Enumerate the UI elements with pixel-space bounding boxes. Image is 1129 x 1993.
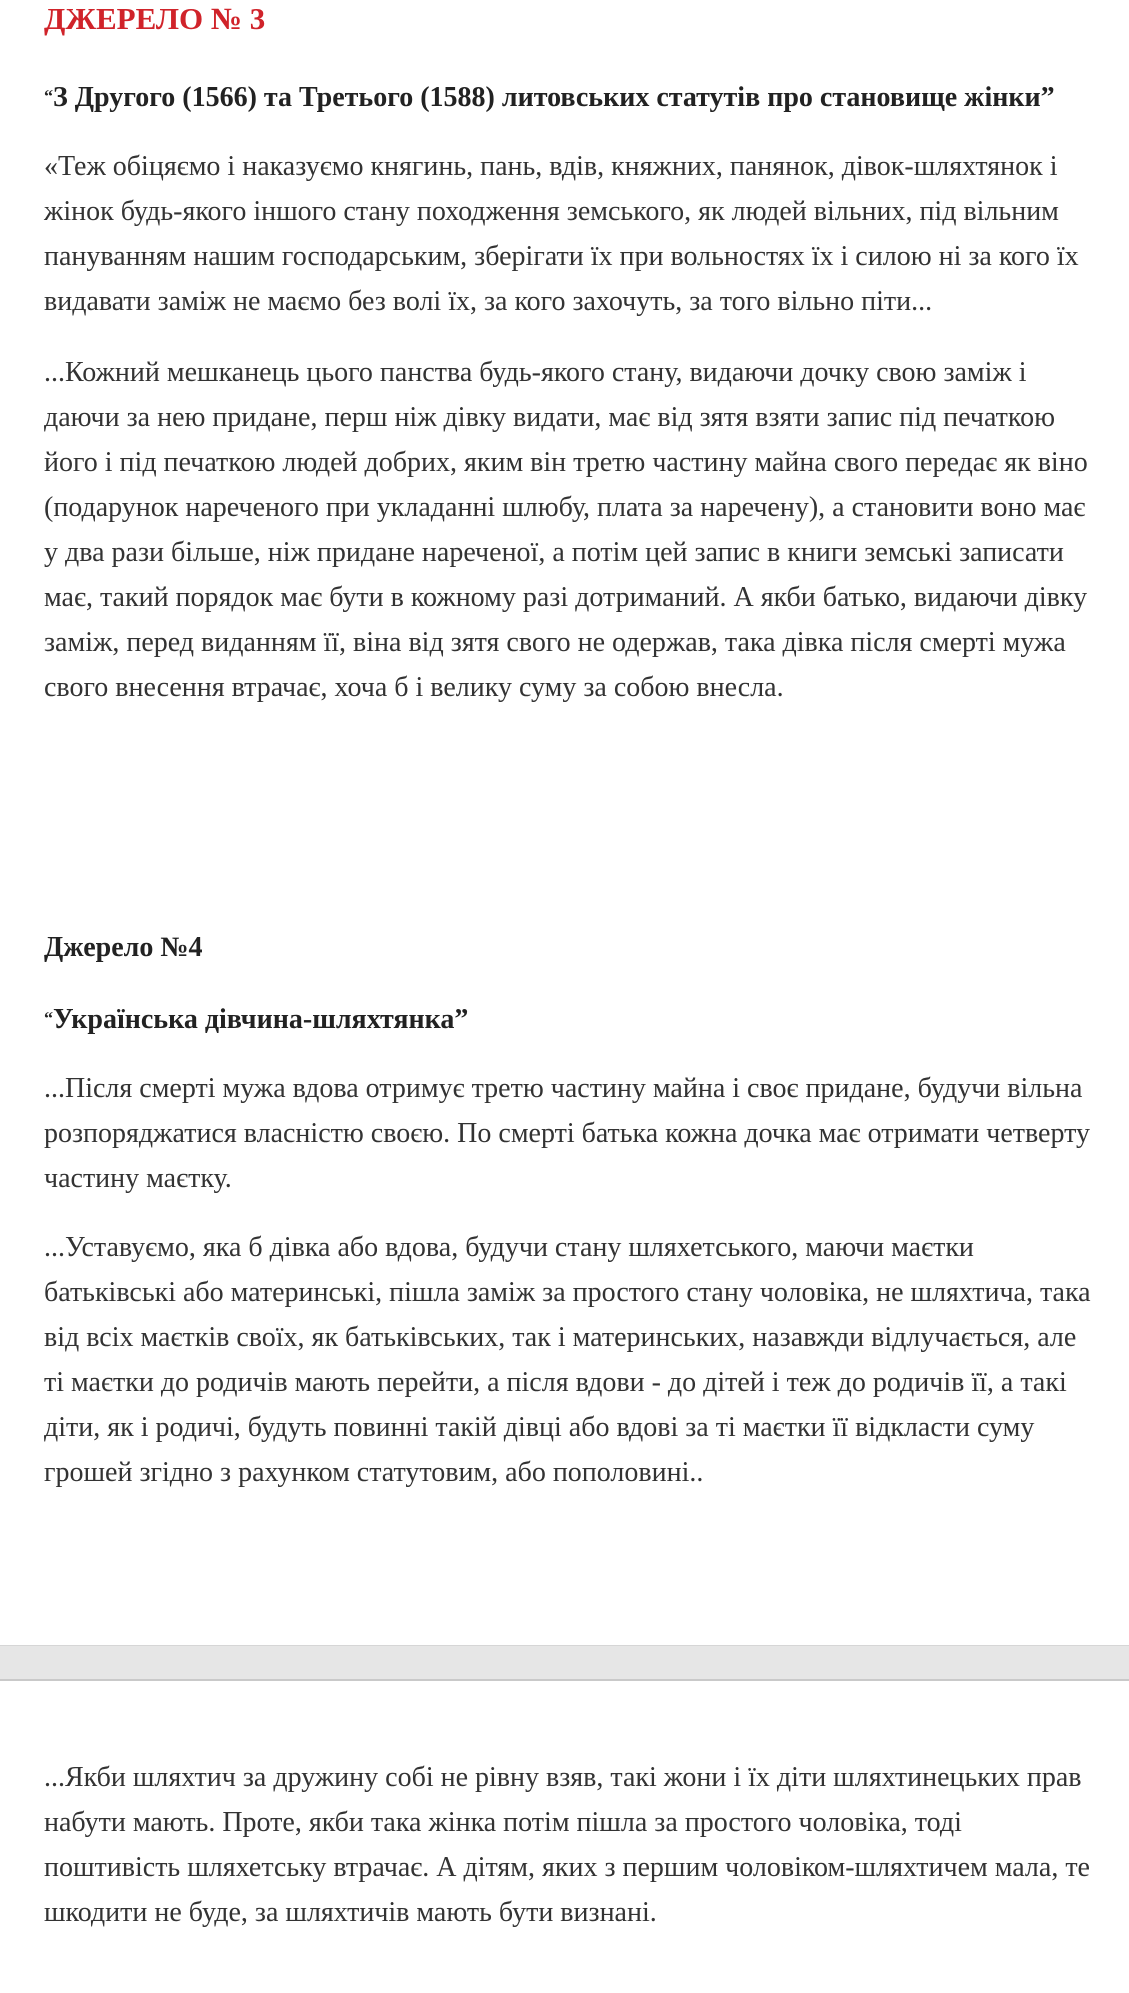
source-3-section xyxy=(44,0,1094,710)
source-3-heading: ДЖЕРЕЛО № 3 xyxy=(44,1,266,36)
continuation-paragraph: ...Якби шляхтич за дружину собі не рівну взяв, такі жони і їх діти шляхтинецьких прав набути мають. Проте, якби така жінка потім пішла за простого чоловіка, тоді поштивість шляхетську втрачає. А дітям, яких з першим чоловіком-шляхтичем мала, те шкодити не буде, за шляхтичів мають бути визнані. xyxy=(44,1762,1090,1928)
source-4-section xyxy=(44,928,1094,1495)
source-3-title-text: З Другого (1566) та Третього (1588) литовських статутів про становище жінки” xyxy=(53,82,1055,113)
source-3-paragraph-2: ...Кожний мешканець цього панства будь-якого стану, видаючи дочку свою заміж і даючи за нею придане, перш ніж дівку видати, має від зятя взяти запис під печаткою його і під печаткою людей добрих, яким він третю частину майна свого передає як віно (подарунок нареченого при укладанні шлюбу, плата за наречену), а становити воно має у два рази більше, ніж придане нареченої, а потім цей запис в книги земські записати має, такий порядок має бути в кожному разі дотриманий. А якби батько, видаючи дівку заміж, перед виданням її, віна від зятя свого не одержав, така дівка після смерті мужа свого внесення втрачає, хоча б і велику суму за собою внесла. xyxy=(44,357,1088,703)
source-4-heading: Джерело №4 xyxy=(44,932,203,963)
source-4-title-text: Українська дівчина-шляхтянка” xyxy=(53,1004,469,1035)
source-4-title xyxy=(44,996,1094,1042)
source-4-paragraph-2: ...Уставуємо, яка б дівка або вдова, будучи стану шляхетського, маючи маєтки батьківські або материнські, пішла заміж за простого стану чоловіка, не шляхтича, така від всіх маєтків своїх, як батьківських, так і материнських, назавжди відлучається, але ті маєтки до родичів мають перейти, а після вдови - до дітей і теж до родичів її, а такі діти, як і родичі, будуть повинні такій дівці або вдові за ті маєтки її відкласти суму грошей згідно з рахунком статутовим, або пополовині.. xyxy=(44,1232,1091,1488)
source-4-paragraph-1: ...Після смерті мужа вдова отримує третю частину майна і своє придане, будучи вільна розпоряджатися власністю своєю. По смерті батька кожна дочка має отримати четверту частину маєтку. xyxy=(44,1073,1090,1194)
source-4-title-open-quote: “ xyxy=(44,1008,53,1028)
source-3-paragraph-1: «Теж обіцяємо і наказуємо княгинь, пань, вдів, княжних, панянок, дівок-шляхтянок і жінок будь-якого іншого стану походження земського, як людей вільних, під вільним пануванням нашим господарським, зберігати їх при вольностях їх і силою ні за кого їх видавати заміж не маємо без волі їх, за кого захочуть, за того вільно піти... xyxy=(44,151,1079,317)
page-break-divider xyxy=(0,1645,1129,1681)
source-3-title xyxy=(44,74,1094,120)
source-3-title-open-quote: “ xyxy=(44,86,53,106)
continuation-section xyxy=(44,1755,1094,1935)
